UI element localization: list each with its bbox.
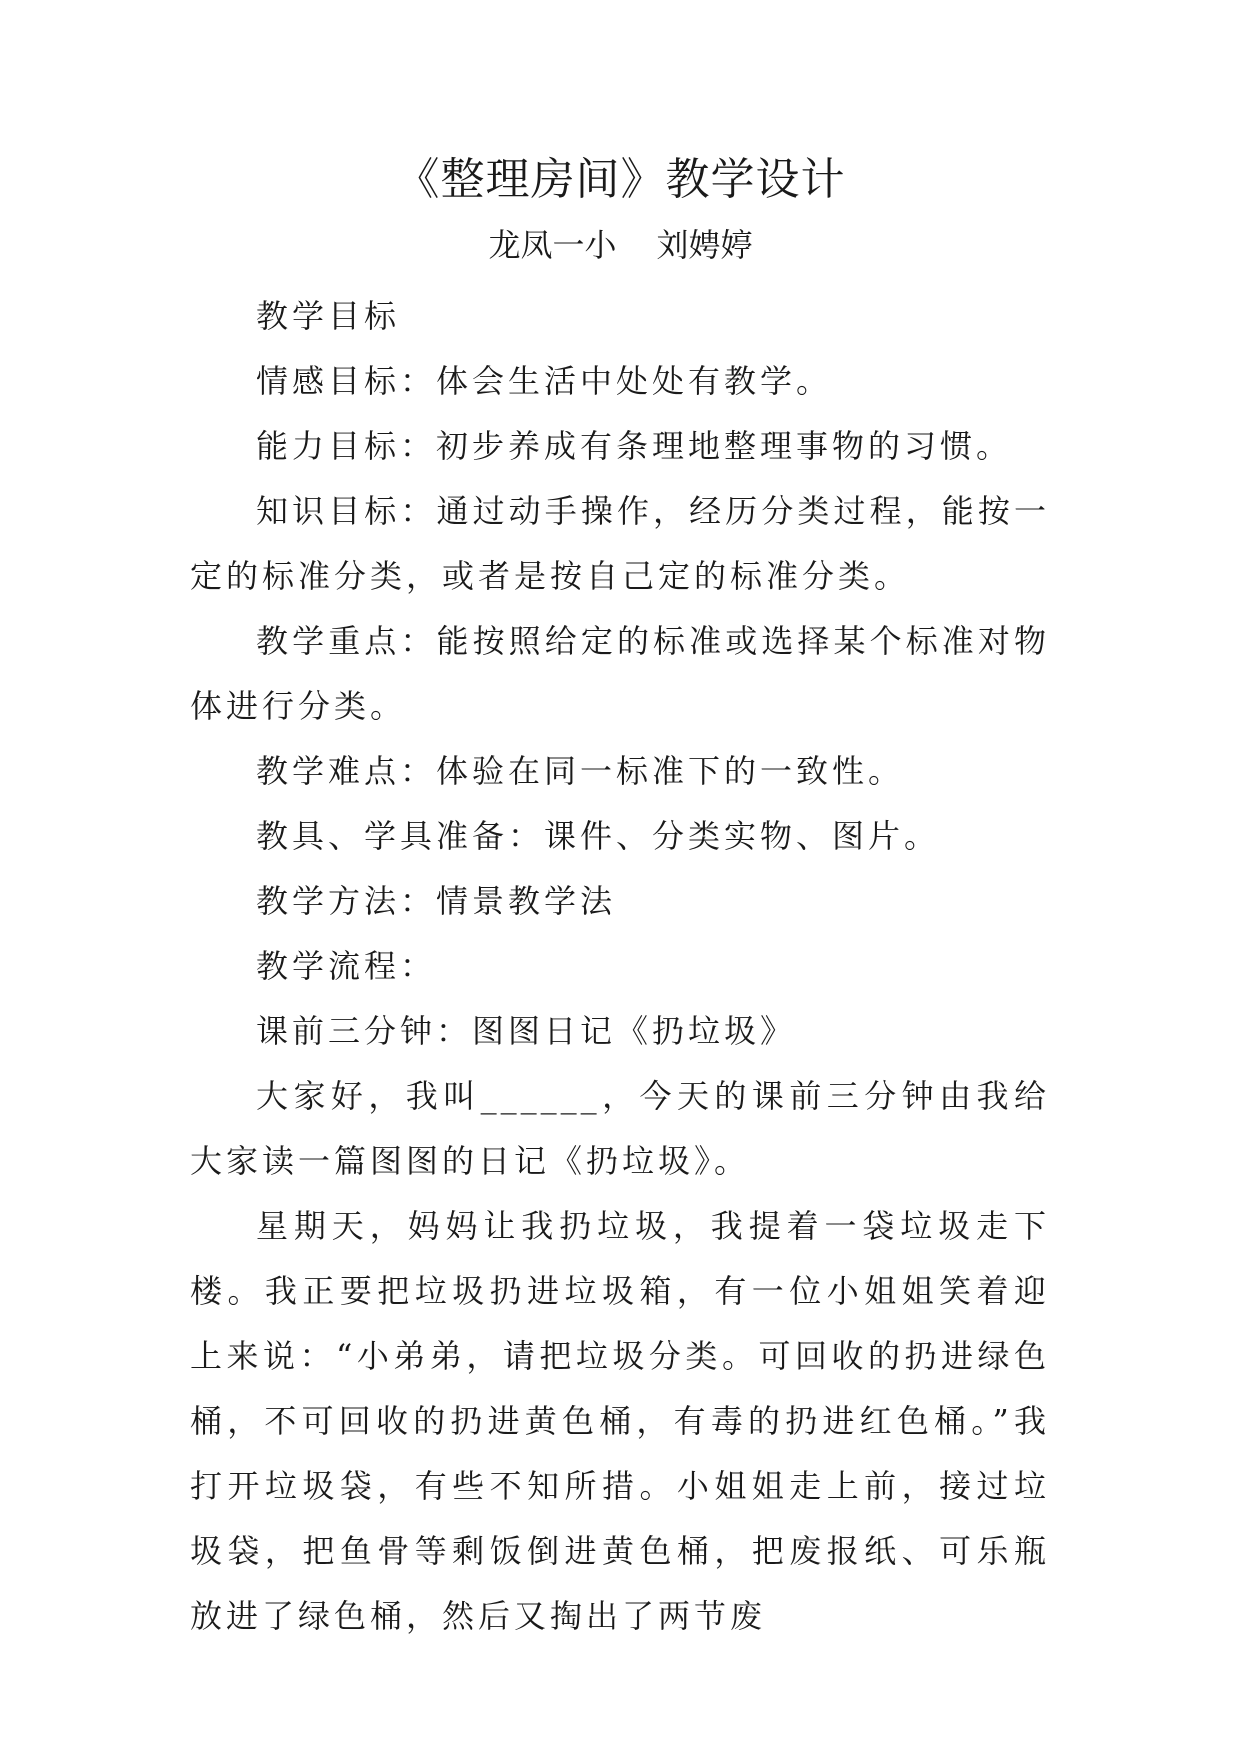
paragraph-knowledge-goal: 知识目标：通过动手操作，经历分类过程，能按一定的标准分类，或者是按自己定的标准分类。: [190, 492, 1050, 595]
paragraph-emotional-goal: 情感目标：体会生活中处处有教学。: [256, 362, 833, 400]
author-line: [0, 222, 1241, 268]
paragraph-process: 教学流程：: [256, 947, 437, 985]
paragraph-difficulties: 教学难点：体验在同一标准下的一致性。: [256, 752, 905, 790]
document-body: [190, 284, 1050, 1649]
paragraph-materials: 教具、学具准备：课件、分类实物、图片。: [256, 817, 941, 855]
author-school: 龙凤一小: [488, 226, 617, 264]
paragraph-ability-goal: 能力目标：初步养成有条理地整理事物的习惯。: [256, 427, 1013, 465]
section-heading-objectives: 教学目标: [256, 297, 401, 335]
paragraph-warmup: 课前三分钟：图图日记《扔垃圾》: [256, 1012, 797, 1050]
paragraph-key-points: 教学重点：能按照给定的标准或选择某个标准对物体进行分类。: [190, 622, 1050, 725]
author-name: 刘娉婷: [656, 226, 753, 264]
paragraph-intro: 大家好，我叫______，今天的课前三分钟由我给大家读一篇图图的日记《扔垃圾》。: [190, 1077, 1050, 1180]
page-title: 《整理房间》教学设计: [395, 154, 846, 205]
paragraph-method: 教学方法：情景教学法: [256, 882, 617, 920]
paragraph-diary: 星期天，妈妈让我扔垃圾，我提着一袋垃圾走下楼。我正要把垃圾扔进垃圾箱，有一位小姐姐笑着迎上来说：“小弟弟，请把垃圾分类。可回收的扔进绿色桶，不可回收的扔进黄色桶，有毒的扔进红色桶。”我打开垃圾袋，有些不知所措。小姐姐走上前，接过垃圾袋，把鱼骨等剩饭倒进黄色桶，把废报纸、可乐瓶放进了绿色桶，然后又掏出了两节废: [190, 1207, 1050, 1635]
